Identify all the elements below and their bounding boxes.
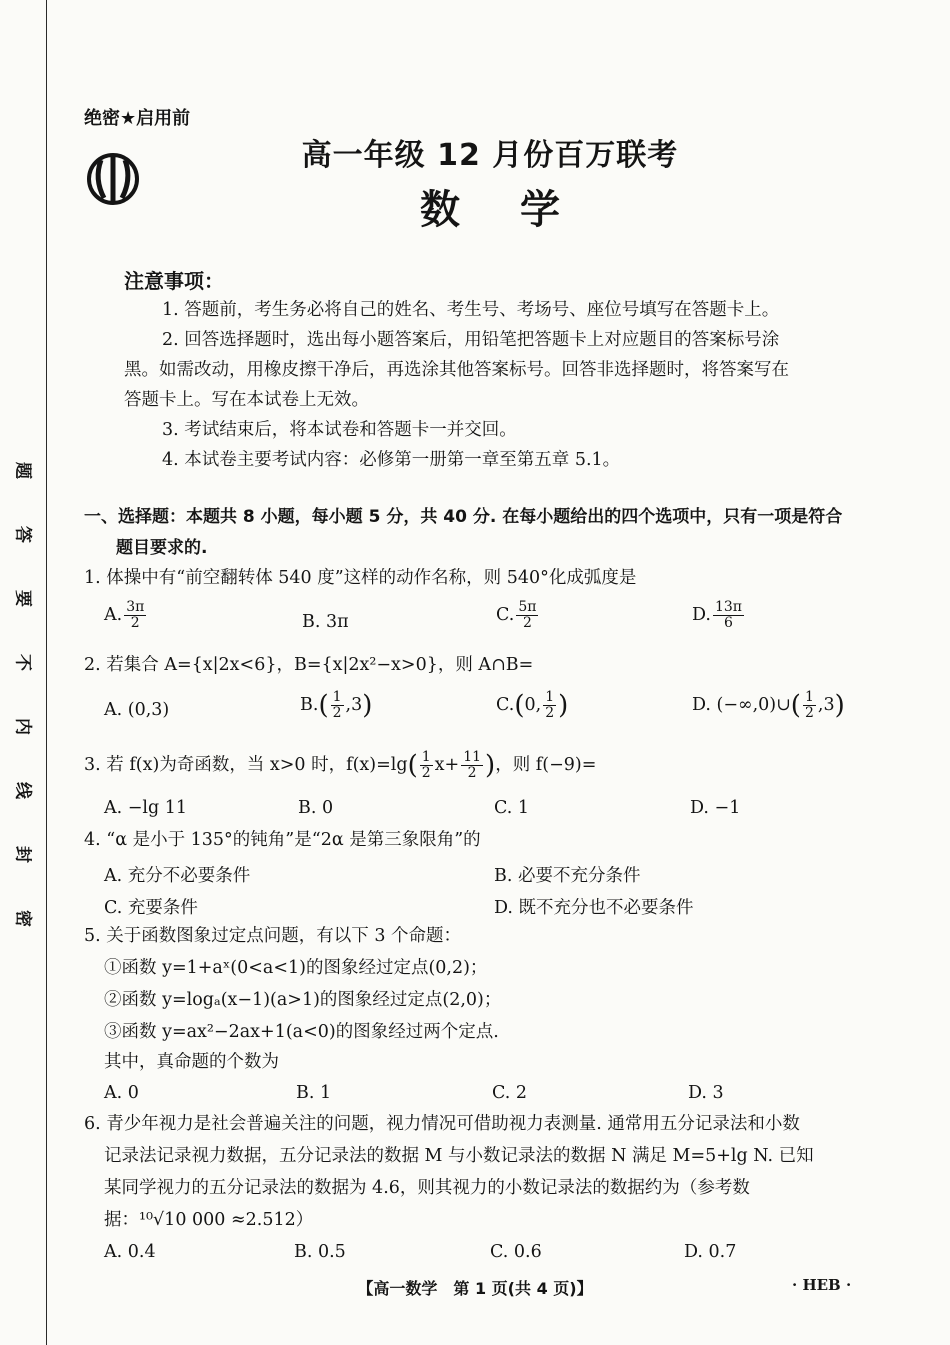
side-char: 密 [12,910,33,927]
notice-item: 4. 本试卷主要考试内容：必修第一册第一章至第五章 5.1。 [162,450,621,470]
side-char: 不 [12,654,33,671]
q4-option-d: D. 既不充分也不必要条件 [494,898,694,918]
q6-option-d: D. 0.7 [684,1242,737,1262]
page-footer: 【高一数学 第 1 页(共 4 页)】 [357,1279,593,1298]
q5-statement-1: ①函数 y=1+aˣ(0<a<1)的图象经过定点(0,2)； [104,958,488,978]
q2-option-d: D. (−∞,0)∪( $\frac{1}{2}$ ,3) [692,689,845,721]
question-6-line: 某同学视力的五分记录法的数据为 4.6，则其视力的小数记录法的数据约为（参考数 [104,1178,750,1198]
notice-item: 1. 答题前，考生务必将自己的姓名、考生号、考场号、座位号填写在答题卡上。 [162,300,780,320]
notice-heading: 注意事项： [124,269,224,293]
q5-option-a: A. 0 [104,1083,139,1103]
exam-logo-icon [84,150,142,208]
question-4-stem: 4. “α 是小于 135°的钝角”是“2α 是第三象限角”的 [84,830,481,850]
footer-code: · HEB · [792,1276,852,1294]
binding-margin-line [46,0,47,1345]
q5-statement-2: ②函数 y=logₐ(x−1)(a>1)的图象经过定点(2,0)； [104,990,502,1010]
notice-item: 黑。如需改动，用橡皮擦干净后，再选涂其他答案标号。回答非选择题时，将答案写在 [124,360,789,380]
q2-option-c: C.(0, $\frac{1}{2}$ ) [496,689,569,721]
side-char: 要 [12,590,33,607]
question-3-stem: 3. 若 f(x)为奇函数，当 x>0 时，f(x)=lg( $\frac{1}{2}$ x+ $\frac{11}{2}$ )，则 f(−9)= [84,749,597,781]
question-6-line: 6. 青少年视力是社会普遍关注的问题，视力情况可借助视力表测量. 通常用五分记录法和小数 [84,1114,800,1134]
q4-option-c: C. 充要条件 [104,898,198,918]
q6-option-b: B. 0.5 [294,1242,346,1262]
q5-option-c: C. 2 [492,1083,528,1103]
side-char: 题 [12,462,33,479]
q5-option-b: B. 1 [296,1083,332,1103]
notice-item: 3. 考试结束后，将本试卷和答题卡一并交回。 [162,420,517,440]
side-char: 答 [12,526,33,543]
q6-option-a: A. 0.4 [104,1242,156,1262]
q2-option-b: B.( $\frac{1}{2}$ ,3) [300,689,373,721]
section-heading-cont: 题目要求的. [116,538,208,558]
notice-item: 2. 回答选择题时，选出每小题答案后，用铅笔把答题卡上对应题目的答案标号涂 [162,330,780,350]
q1-option-d: D. $\frac{13\pi}{6}$ [692,599,742,631]
side-char: 线 [12,782,33,799]
q1-option-c: C. $\frac{5\pi}{2}$ [496,599,537,631]
q1-option-a: A. $\frac{3\pi}{2}$ [104,599,145,631]
secret-label: 绝密★启用前 [84,108,191,129]
q3-option-c: C. 1 [494,798,530,818]
side-char: 内 [12,718,33,735]
q2-option-a: A. (0,3) [104,700,170,720]
q3-option-b: B. 0 [298,798,334,818]
q3-option-a: A. −lg 11 [104,798,188,818]
exam-title: 高一年级 12 月份百万联考 [301,138,679,173]
question-6-line: 记录法记录视力数据，五分记录法的数据 M 与小数记录法的数据 N 满足 M=5+lg N. 已知 [104,1146,814,1166]
subject-title: 数学 [420,187,620,233]
question-5-stem: 5. 关于函数图象过定点问题，有以下 3 个命题： [84,926,462,946]
q4-option-a: A. 充分不必要条件 [104,866,251,886]
q4-option-b: B. 必要不充分条件 [494,866,641,886]
q3-option-d: D. −1 [690,798,741,818]
q6-option-c: C. 0.6 [490,1242,542,1262]
q5-statement-3: ③函数 y=ax²−2ax+1(a<0)的图象经过两个定点. [104,1022,499,1042]
q1-option-b: B. 3π [302,612,349,632]
question-6-line: 据：¹⁰√10 000 ≈2.512） [104,1210,314,1230]
notice-item: 答题卡上。写在本试卷上无效。 [124,390,369,410]
q5-option-d: D. 3 [688,1083,724,1103]
q5-question: 其中，真命题的个数为 [104,1052,279,1072]
section-heading: 一、选择题：本题共 8 小题，每小题 5 分，共 40 分. 在每小题给出的四个选项中，只有一项是符合 [84,507,843,527]
question-2-stem: 2. 若集合 A={x|2x<6}，B={x|2x²−x>0}，则 A∩B= [84,655,534,675]
side-char: 封 [12,846,33,863]
question-1-stem: 1. 体操中有“前空翻转体 540 度”这样的动作名称，则 540°化成弧度是 [84,568,637,588]
